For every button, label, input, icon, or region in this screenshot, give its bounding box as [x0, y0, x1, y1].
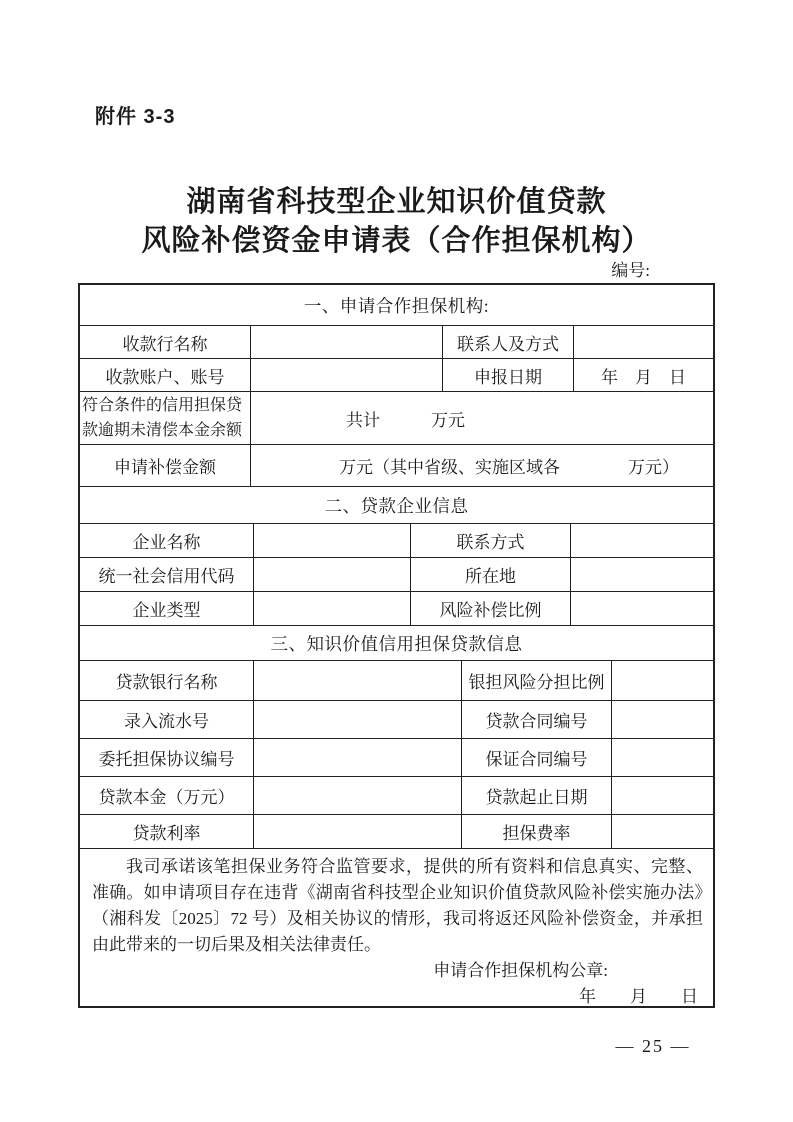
guarantee-contract-number-label: 保证合同编号 — [461, 739, 611, 776]
risk-compensation-ratio-value — [570, 592, 713, 625]
contact-person-value — [573, 326, 713, 358]
commitment-cell — [80, 849, 713, 1006]
receiving-bank-name-value — [250, 326, 442, 358]
page-title — [0, 183, 793, 261]
compensation-amount-value: 万元（其中省级、实施区域各 万元） — [250, 445, 713, 486]
table-row — [80, 557, 713, 591]
entrusted-guarantee-agreement-value — [253, 739, 461, 776]
loan-bank-name-value — [253, 661, 461, 700]
seal-label: 申请合作担保机构公章: — [433, 961, 608, 980]
social-credit-code-label: 统一社会信用代码 — [98, 567, 235, 586]
contact-method-label: 联系方式 — [410, 524, 570, 557]
title-line-1: 湖南省科技型企业知识价值贷款 — [186, 186, 607, 218]
commitment-paragraph: 我司承诺该笔担保业务符合监管要求，提供的所有资料和信息真实、完整、准确。如申请项目存在违背《湖南省科技型企业知识价值贷款风险补偿实施办法》（湘科发〔2025〕72 号）及相关协议的情形，我司将返还风险补偿资金，并承担由此带来的一切后果及相关法律责任。 — [92, 857, 703, 954]
loan-contract-number-value — [611, 701, 713, 738]
attachment-label: 附件 3-3 — [95, 106, 176, 128]
table-row — [80, 738, 713, 776]
enterprise-name-value — [253, 524, 410, 557]
application-date-value: 年 月 日 — [573, 359, 713, 391]
serial-number-label: 编号: — [611, 261, 650, 280]
section3-header-row — [80, 625, 713, 660]
receiving-bank-name-label: 收款行名称 — [122, 334, 208, 354]
loan-bank-name-label: 贷款银行名称 — [115, 673, 218, 692]
table-row — [80, 523, 713, 557]
table-row — [80, 591, 713, 625]
risk-compensation-ratio-label: 风险补偿比例 — [410, 592, 570, 625]
section1-header-row — [80, 285, 713, 325]
loan-principal-value — [253, 777, 461, 814]
receiving-account-value — [250, 359, 442, 391]
loan-period-value — [611, 777, 713, 814]
page-number: — 25 — — [615, 1036, 691, 1056]
application-date-label: 申报日期 — [442, 359, 573, 391]
table-row — [80, 660, 713, 700]
compensation-amount-label: 申请补偿金额 — [114, 458, 216, 477]
entry-serial-number-label: 录入流水号 — [124, 712, 209, 731]
contact-person-label: 联系人及方式 — [442, 326, 573, 358]
table-row — [80, 391, 713, 444]
guarantee-fee-rate-value — [611, 815, 713, 848]
overdue-principal-total-value: 共计 万元 — [250, 392, 713, 444]
location-label: 所在地 — [410, 558, 570, 591]
table-row — [80, 814, 713, 848]
loan-interest-rate-label: 贷款利率 — [132, 824, 201, 843]
entrusted-guarantee-agreement-label: 委托担保协议编号 — [98, 750, 235, 769]
guarantee-contract-number-value — [611, 739, 713, 776]
loan-period-label: 贷款起止日期 — [461, 777, 611, 814]
bank-guarantee-risk-share-label: 银担风险分担比例 — [461, 661, 611, 700]
title-line-2: 风险补偿资金申请表（合作担保机构） — [141, 225, 652, 257]
table-row — [80, 776, 713, 814]
application-form-table — [78, 283, 715, 1008]
social-credit-code-value — [253, 558, 410, 591]
section1-heading: 一、申请合作担保机构: — [303, 295, 490, 316]
table-row — [80, 444, 713, 486]
enterprise-name-label: 企业名称 — [132, 533, 201, 552]
section3-heading: 三、知识价值信用担保贷款信息 — [270, 633, 523, 654]
section2-heading: 二、贷款企业信息 — [324, 495, 469, 516]
entry-serial-number-value — [253, 701, 461, 738]
signature-date-label: 年 月 日 — [579, 987, 698, 1006]
loan-interest-rate-value — [253, 815, 461, 848]
loan-contract-number-label: 贷款合同编号 — [461, 701, 611, 738]
table-row — [80, 358, 713, 391]
receiving-account-label: 收款账户、账号 — [105, 367, 225, 387]
bank-guarantee-risk-share-value — [611, 661, 713, 700]
section2-header-row — [80, 486, 713, 523]
table-row — [80, 700, 713, 738]
commitment-row — [80, 848, 713, 1006]
overdue-principal-balance-label: 符合条件的信用担保贷款逾期未清偿本金余额 — [82, 397, 243, 439]
loan-principal-label: 贷款本金（万元） — [98, 788, 235, 807]
guarantee-fee-rate-label: 担保费率 — [461, 815, 611, 848]
enterprise-type-value — [253, 592, 410, 625]
table-row — [80, 325, 713, 358]
enterprise-type-label: 企业类型 — [132, 601, 201, 620]
contact-method-value — [570, 524, 713, 557]
location-value — [570, 558, 713, 591]
